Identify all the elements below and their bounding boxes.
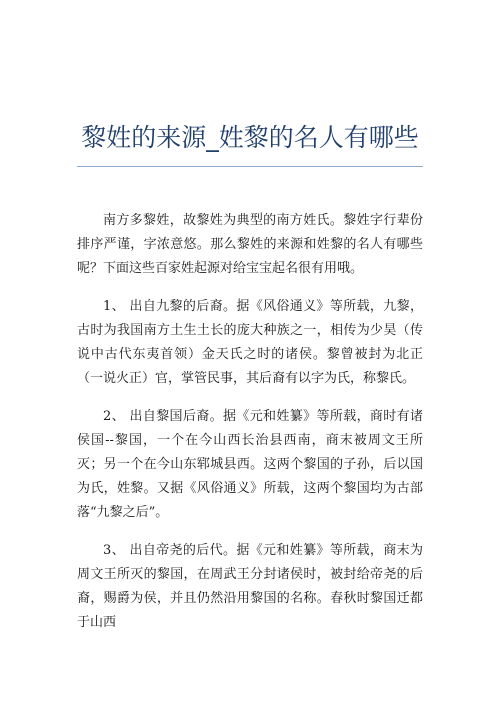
title-divider	[77, 166, 423, 167]
paragraph-origin-2: 2、 出自黎国后裔。据《元和姓纂》等所载，商时有诸侯国--黎国，一个在今山西长治县西南，商末被周文王所灭；另一个在今山东郓城县西。这两个黎国的子孙，后以国为氏，姓黎。又据《风俗通义》所载，这两个黎国均为古部落“九黎之后”。	[77, 409, 423, 520]
document-body	[77, 209, 423, 649]
paragraph-intro: 南方多黎姓，故黎姓为典型的南方姓氏。黎姓字行辈份排序严谨，字浓意悠。那么黎姓的来源和姓黎的名人有哪些呢？下面这些百家姓起源对给宝宝起名很有用哦。	[77, 213, 423, 276]
document-title: 黎姓的来源_姓黎的名人有哪些	[81, 123, 419, 152]
paragraph-origin-3: 3、 出自帝尧的后代。据《元和姓纂》等所载，商末为周文王所灭的黎国，在周武王分封诸侯时，被封给帝尧的后裔，赐爵为侯，并且仍然沿用黎国的名称。春秋时黎国迁都于山西	[77, 543, 423, 630]
paragraph-origin-1: 1、 出自九黎的后裔。据《风俗通义》等所载，九黎，古时为我国南方土生土长的庞大种族之一，相传为少昊（传说中古代东夷首领）金天氏之时的诸侯。黎曾被封为北正（一说火正）官，掌管民事，其后裔有以字为氏，称黎氏。	[77, 299, 423, 386]
